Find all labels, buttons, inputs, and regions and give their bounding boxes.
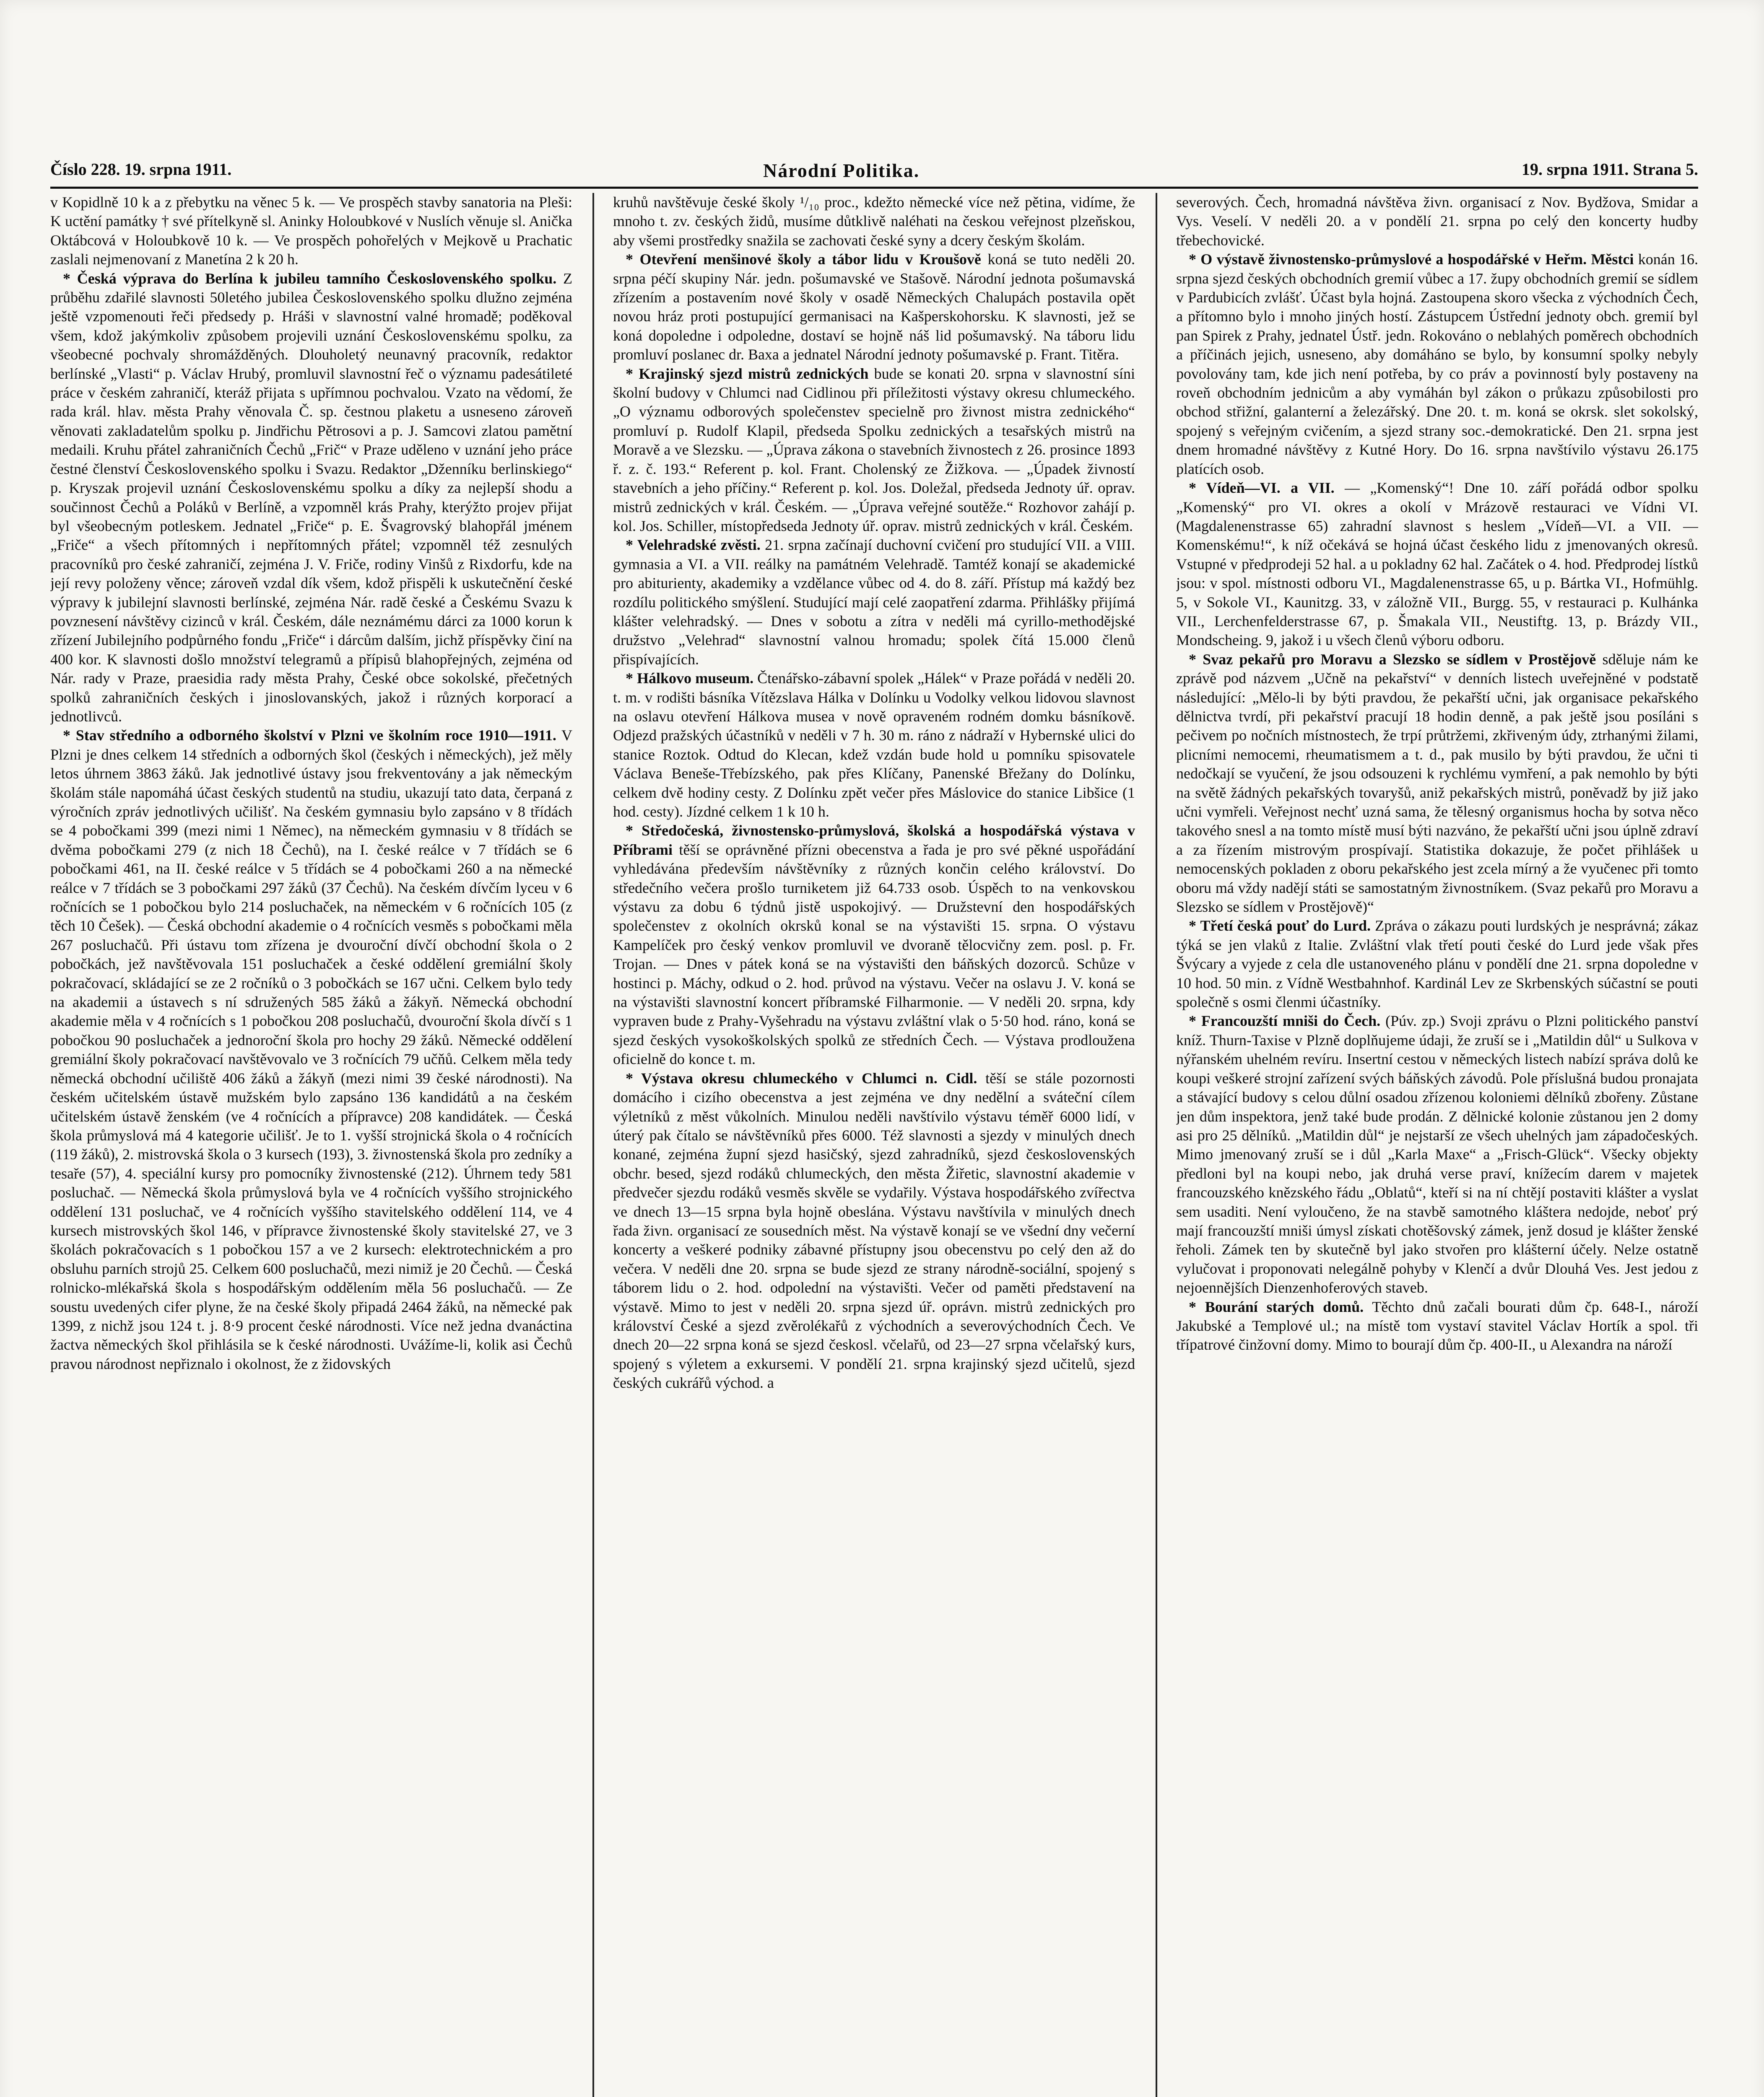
article-paragraph (1176, 250, 1698, 479)
article-text: Z průběhu zdařilé slavnosti 50letého jubilea Československého spolku dlužno zejména ještě vzpomenouti řeči předsedy p. Hráši v slavnostní valné hromadě; poděkoval všem, kdož jakýmkoliv způsobem projevili uznání Československému spolku, za všeobecné pochvaly shromážděných. Dlouholetý neunavný pracovník, redaktor berlínské „Vlasti“ p. Václav Hrubý, promluvil slavnostní řeč o významu padesátileté práce v českém zahraničí, kteráž přijata s upřímnou pochvalou. Vzato na vědomí, že rada král. hlav. města Prahy věnovala Č. sp. čestnou plaketu a usneseno zároveň věnovati zakladatelům spolku p. Jindřichu Pětrosovi a p. J. Samcovi zlatou pamětní medaili. Kruhu přátel zahraničních Čechů „Frič“ v Praze uděleno v uznání jeho práce čestné členství Československého spolku i Svazu. Redaktor „Dženníku berlinskiego“ p. Kryszak projevil uznání Československému spolku a díky za nejlepší shodu a součinnost Čechů a Poláků v Berlíně, a vzpomněl krás Prahy, kterýžto projev přijat byl všeobecným potleskem. Jednatel „Friče“ p. E. Švagrovský blahopřál jménem „Friče“ a všech přítomných i nepřítomných přátel; vzpomněl též zesnulých pracovníků pro české zahraničí, zejména J. V. Friče, rodiny Vinšů z Rixdorfu, kde na její revy položeny věnce; zároveň vzdal dík všem, kdož přispěli k uskutečnění české výpravy k jubilejní slavnosti berlínské, zejména Nár. radě české a Českému Svazu k povznesení návštěvy cizinců v král. Českém, dále neznámému dárci za 1000 korun k zřízení Jubilejního podpůrného fondu „Friče“ i dárcům dalším, jichž příspěvky činí na 400 kor. K slavnosti došlo množství telegramů a přípisů blahopřejných, zejména od Nár. rady v Praze, praesidia rady města Prahy, České obce sokolské, přečetných spolků zahraničních českých i jinoslovanských, jakož i různých korporací a jednotlivců. (50, 270, 572, 725)
article-text: 21. srpna začínají duchovní cvičení pro studující VII. a VIII. gymnasia a VI. a VII. reálky na památném Velehradě. Tamtéž konají se akademické pro abiturienty, akademiky a vzdělance vůbec od 4. do 8. září. Přístup má každý bez rozdílu politického smýšlení. Studující mají celé zaopatření zdarma. Přihlášky přijímá klášter velehradský. — Dnes v sobotu a zítra v neděli má cyrillo-methodějské družstvo „Velehrad“ slavnostní valnou hromadu; spolek čítá 15.000 členů přispívajících. (613, 536, 1135, 668)
article-paragraph (1176, 1298, 1698, 1355)
article-paragraph (613, 364, 1135, 536)
issue-number-date: Číslo 228. 19. srpna 1911. (50, 160, 232, 179)
article-text: (Púv. zp.) Svoji zprávu o Plzni politického panství kníž. Thurn-Taxise v Plzně doplňujeme údaji, že zruší se i „Matildin důl“ u Sulkova v nýřanském uhelném revíru. Insertní cestou v německých listech nabízí správa dolů ke koupi veškeré strojní zařízení svých báňských závodů. Pole příslušná budou pronajata a stávající budovy s celou důlní osadou zřízenou koloniemi dělníků zbořeny. Zůstane jen dům inspektora, jenž také bude prodán. Z dělnické kolonie zůstanou jen 2 domy asi pro 25 dělníků. „Matildin důl“ je nejstarší ze všech uhelných jam západočeských. Mimo jmenovaný zruší se i důl „Karla Maxe“ a „Frisch-Glück“. Všecky objekty předloni byl na koupi nebo, jak druhá verse praví, knížecím darem v majetek francouzského knězského řádu „Oblatů“, kteří si na ní chtějí postaviti klášter a vyslat sem usaditi. Není vyloučeno, že na stavbě samotného kláštera nedojde, neboť prý mají francouzští mniši úmysl získati chotěšovský zámek, jenž dosud je klášter ženské řeholi. Zámek ten by skutečně byl jako stvořen pro klášterní účely. Nelze ostatně vylučovat i proponovati nelegálně pohyby v Klenčí a dvůr Dlouhá Ves. Jest jedou z nejoennějších Dienzenhoferových staveb. (1176, 1012, 1698, 1296)
article-text: v Kopidlně 10 k a z přebytku na věnec 5 k. — Ve prospěch stavby sanatoria na Pleši: K uctění památky † své přítelkyně sl. Aninky Holoubkové v Nuslích věnuje sl. Anička Oktábcová v Holoubkově 10 k. — Ve prospěch pohořelých v Mejkově u Prachatic zaslali nejmenovaní z Manetína 2 k 20 h. (50, 194, 572, 268)
article-text: Čtenářsko-zábavní spolek „Hálek“ v Praze pořádá v neděli 20. t. m. v rodišti básníka Vítězslava Hálka v Dolínku u Vodolky velkou lidovou slavnost na oslavu otevření Hálkova musea v nově opraveném rodném domku básníkově. Odjezd pražských účastníků v neděli v 7 h. 30 m. ráno z nádraží v Hybernské ulici do stanice Roztok. Odtud do Klecan, kdež vzdán bude hold u pomníku spisovatele Václava Beneše-Třebízského, pak přes Klíčany, Panenské Břežany do Dolínku, celkem dvě hodiny cesty. Z Dolínku zpět večer přes Máslovice do stanice Libšice (1 hod. cesty). Jízdné celkem 1 k 10 h. (613, 670, 1135, 820)
article-paragraph (50, 726, 572, 1374)
article-text: Zpráva o zákazu pouti lurdských je nesprávná; zákaz týká se jen vlaků z Italie. Zvláštní vlak třetí pouti české do Lurd jede však přes Švýcary a vyjede z cela dle ustanoveného plánu v pondělí dne 21. srpna dopoledne v 10 hod. 50 min. z Vídně Westbahnhof. Kardinál Lev ze Skrbenských súčastní se pouti společně s osmi členmi účastníky. (1176, 917, 1698, 1011)
column-3 (1176, 193, 1698, 2097)
article-text: Těchto dnů začali bourati dům čp. 648-I., nároží Jakubské a Templové ul.; na místě tom vystaví stavitel Václav Hortík a spol. tři třípatrové činžovní domy. Mimo to bourají dům čp. 400-II., u Alexandra na nároží (1176, 1298, 1698, 1353)
article-heading: * Svaz pekařů pro Moravu a Slezsko se sídlem v Prostějově (1189, 650, 1596, 668)
article-heading: * Bourání starých domů. (1189, 1298, 1364, 1315)
article-paragraph (50, 269, 572, 726)
column-2 (613, 193, 1135, 2097)
article-heading: * Výstava okresu chlumeckého v Chlumci n. Cidl. (626, 1069, 977, 1087)
article-text: těší se stále pozornosti domácího i cizího obecenstva a jest zejména ve dny nedělní a sváteční cílem výletníků z měst vůkolních. Minulou neděli navštívilo výstavu téměř 6000 lidí, v úterý pak čítalo se návštěvníků přes 6000. Též slavnosti a sjezdy v minulých dnech konané, zejména župní sjezd hasičský, sjezd zahradníků, sjezd československých obchr. besed, sjezd rodáků chlumeckých, den města Žiřetic, slavnostní akademie v předvečer sjezdu rodáků vesměs skvěle se vydařily. Výstava hospodářského zvířectva ve dnech 13—15 srpna byla hojně obeslána. Výstavu navštívila v minulých dnech řada živn. organisací ze sousedních měst. Na výstavě konají se ve všední dny večerní koncerty a veškeré podniky zábavné přístupny jsou obecenstvu po celý den až do večera. V neděli dne 20. srpna se bude sjezd ze strany národně-sociální, spojený s táborem lidu o 2. hod. odpolední na výstavišti. Večer od paměti představení na výstavě. Mimo to jest v neděli 20. srpna sjezd úř. oprávn. mistrů zednických pro království České a sjezd zvěrolékařů z východních a severovýchodních Čech. Ve dnech 20—22 srpna koná se sjezd českosl. včelařů, od 23—27 srpna včelařský kurs, spojený s výletem a exkursemi. V pondělí 21. srpna krajinský sjezd učitelů, sjezd českých cukrářů východ. a (613, 1069, 1135, 1392)
article-heading: * Hálkovo museum. (626, 670, 754, 687)
article-heading: * Česká výprava do Berlína k jubileu tamního Československého spolku. (63, 270, 557, 287)
article-paragraph (613, 821, 1135, 1069)
article-text: sděluje nám ke zprávě pod názvem „Učně na pekařství“ v denních listech uveřejněné v podstatě následující: „Mělo-li by býti pravdou, že pekařští učni, jak organisace pekařského dělnictva tvrdí, při pekařství pracují 18 hodin denně, a pak ještě jsou posíláni s pečivem po nočních místnostech, že trpí průtržemi, zkřiveným údy, ztrhanými žilami, plicními nemocemi, rheumatismem a t. d., pak musilo by býti pravdou, že učni ti nedočkají se vyučení, že jsou odsouzeni k rychlému vymření, a pak nemohlo by býti na světě žádných pekařských tovaryšů, aniž pekařských mistrů, poněvadž by již jako učni vymřeli. Veřejnost nechť uzná sama, že tělesný organismus hocha by sotva něco takového snesl a na tomto místě musí býti nazváno, že pekařští učni jsou úplně zdraví a za řízením mistrovým prospívají. Statistika dokazuje, že počet přihlášek u nemocenských pokladen z oboru pekařského jest zcela mírný a že vyučenec při tomto oboru má vždy nadějí státi se samostatným živnostníkem. (Svaz pekařů pro Moravu a Slezsko se sídlem v Prostějově)“ (1176, 650, 1698, 916)
article-heading: * Třetí česká pouť do Lurd. (1189, 917, 1371, 934)
masthead-title: Národní Politika. (763, 160, 920, 181)
article-paragraph (1176, 193, 1698, 250)
article-heading: * O výstavě živnostensko-průmyslové a hospodářské v Heřm. Městci (1189, 251, 1634, 268)
article-heading: * Stav středního a odborného školství v Plzni ve školním roce 1910—1911. (63, 727, 556, 744)
article-paragraph (613, 1069, 1135, 1393)
column-divider (1156, 193, 1157, 2097)
page-header (50, 159, 1698, 185)
header-rule (50, 187, 1698, 189)
article-heading: * Vídeň—VI. a VII. (1189, 479, 1335, 497)
column-1 (50, 193, 572, 2097)
column-divider (592, 193, 594, 2097)
text-columns (50, 193, 1698, 2097)
article-paragraph (613, 250, 1135, 364)
article-paragraph (1176, 1012, 1698, 1297)
article-heading: * Středočeská, živnostensko-průmyslová, školská a hospodářská výstava v Příbrami (613, 822, 1135, 858)
article-text: — „Komenský“! Dne 10. září pořádá odbor spolku „Komenský“ pro VI. okres a okolí v Mrázově restauraci ve Vídni VI. (Magdalenenstrasse 65) zahradní slavnost s heslem „Vídeň—VI. a VII. — Komenskému!“, k níž očekává se hojná účast českého lidu z jmenovaných okresů. Vstupné v předprodeji 52 hal. a u pokladny 62 hal. Začátek o 4. hod. Předprodej lístků jsou: v spol. místnosti odboru VI., Magdalenenstrasse 65, u p. Bártka VI., Hofmühlg. 5, v Sokole VI., Kaunitzg. 33, v záložně VII., Burgg. 55, v restauraci p. Kulhánka VII., Lerchenfelderstrasse 67, p. Šmakala VII., Neustiftg. 13, p. Brázdy VII., Mondscheing. 9, jakož i u všech členů výboru odboru. (1176, 479, 1698, 649)
article-text: kruhů navštěvuje české školy ¹/₁₀ proc., kdežto německé více než pětina, vidíme, že mnoho t. zv. českých židů, musíme důtklivě naléhati na českou veřejnost plzeňskou, aby všemi prostředky snažila se zachovati české syny a dcery českým školám. (613, 194, 1135, 249)
article-paragraph (613, 669, 1135, 821)
article-heading: * Otevření menšinové školy a tábor lidu v Kroušově (626, 251, 981, 268)
article-heading: * Krajinský sjezd mistrů zednických (626, 365, 869, 382)
article-text: bude se konati 20. srpna v slavnostní síni školní budovy v Chlumci nad Cidlinou při příležitosti výstavy okresu chlumeckého. „O významu odborových společenstev specielně pro živnost mistra zednického“ promluví p. Rudolf Klapil, předseda Spolku zednických a tesařských mistrů na Moravě a ve Slezsku. — „Úprava zákona o stavebních živnostech z 26. prosince 1893 ř. z. č. 193.“ Referent p. kol. Frant. Cholenský ze Žižkova. — „Úpadek živností stavebních a jeho příčiny.“ Referent p. kol. Jos. Doležal, předseda Jednoty úř. oprav. mistrů zednických v král. Českém. — „Úprava veřejné soutěže.“ Rozhovor zahájí p. kol. Jos. Schiller, místopředseda Jednoty úř. oprav. mistrů zednických v král. Českém. (613, 365, 1135, 534)
article-paragraph (1176, 916, 1698, 1012)
article-text: koná se tuto neděli 20. srpna péčí skupiny Nár. jedn. pošumavské ve Stašově. Národní jednota pošumavská zřízením a postavením nové školy v osadě Německých Chalupách postavila opět novou hráz proti postupující germanisaci na Kašperskohorsku. K slavnosti, jež se koná dopoledne i odpoledne, dostaví se hojně náš lid pošumavský. Na táboru lidu promluví poslanec dr. Baxa a jednatel Národní jednoty pošumavské p. Frant. Titěra. (613, 251, 1135, 363)
article-paragraph (50, 193, 572, 269)
article-text: V Plzni je dnes celkem 14 středních a odborných škol (českých i německých), jež měly letos úhrnem 3863 žáků. Jak jednotlivé ústavy jsou frekventovány a jak německým školám stále napomáhá účast českých studentů na studiu, ukazují tato data, čerpaná z výročních zpráv jednotlivých učilišť. Na českém gymnasiu bylo zapsáno v 8 třídách se 4 pobočkami 399 (mezi nimi 1 Němec), na německém gymnasiu v 8 třídách se dvěma pobočkami 279 (z nich 18 Čechů), na I. české reálce v 7 třídách se 6 pobočkami 461, na II. české reálce v 5 třídách se 4 pobočkami 260 a na německé reálce v 7 třídách se 3 pobočkami 297 žáků (37 Čechů). Na českém dívčím lyceu v 6 ročnících se 1 pobočkou bylo 214 posluchaček, na německém v 6 ročnících 105 (z těch 10 Češek). — Česká obchodní akademie o 4 ročnících vesměs s pobočkami měla 267 posluchačů. Při ústavu tom zřízena je dvouroční dívčí obchodní škola o 2 pobočkách, jež navštěvovala 151 posluchaček a české oddělení gremiální školy pokračovací, skládající se ze 2 ročníků o 3 pobočkách se 167 učni. Celkem bylo tedy na akademii a ústavech s ní sdružených 585 žáků a žákyň. Německá obchodní akademie měla v 4 ročnících s 1 pobočkou 208 posluchačů, dvouroční škola dívčí s 1 pobočkou 90 posluchaček a jednoroční škola pro hochy 29 žáků. Německé oddělení gremiální školy pokračovací navštěvovalo ve 3 ročnících 79 učňů. Celkem měla tedy německá obchodní učiliště 406 žáků a žákyň (mezi nimi 39 české národnosti). Na českém učitelském ústavě mužském bylo zapsáno 136 kandidátů a na českém učitelském ústavě ženském (ve 4 ročnících a přípravce) 208 kandidátek. — Česká škola průmyslová má 4 kategorie učilišť. Je to 1. vyšší strojnická škola o 4 ročnících (119 žáků), 2. mistrovská škola o 3 kursech (193), 3. živnostenská škola pro zedníky a tesaře (57), 4. speciální kursy pro pomocníky živnostenské (212). Úhrnem tedy 581 posluchač. — Německá škola průmyslová byla ve 4 ročnících vyššího strojnického oddělení 131 posluchač, ve 4 ročnících vyššího stavitelského oddělení 114, ve 4 kursech mistrovských škol 146, v přípravce živnostenské školy stavitelské 27, ve 3 školách pokračovacích s 1 pobočkou 157 a ve 2 kursech: elektrotechnickém a pro obsluhu parních strojů 25. Celkem 600 posluchačů, mezi nimiž je 20 Čechů. — Česká rolnicko-mlékařská škola s hospodářským oddělením měla 56 posluchačů. — Ze soustu uvedených cifer plyne, že na české školy připadá 2464 žáků, na německé pak 1399, z nichž jsou 124 t. j. 8·9 procent české národnosti. Více než jedna dvanáctina žactva německých škol přihlásila se k české národnosti. Uvážíme-li, kolik asi Čechů pravou národnost nepřiznalo i okolnost, že z židovských (50, 727, 572, 1372)
article-heading: * Velehradské zvěsti. (626, 536, 761, 554)
article-paragraph (1176, 650, 1698, 917)
article-text: konán 16. srpna sjezd českých obchodních gremií vůbec a 17. župy obchodních gremií se sídlem v Pardubicích zvlášť. Účast byla hojná. Zastoupena skoro všecka z východních Čech, a přítomno bylo i mnoho jiných hostí. Zástupcem Ústřední jednoty obch. gremií byl pan Spirek z Prahy, jednatel Ústř. jedn. Rokováno o neblahých poměrech obchodních a příčinách jejich, usneseno, aby domáháno se bylo, by konsumní spolky nebyly povolovány tam, kde jich není potřeba, by co práv a povinností byly postaveny na roveň obchodním jednicům a aby vymáhán byl zákon o průkazu způsobilosti pro obchod střižní, galanterní a železářský. Dne 20. t. m. koná se okrsk. slet sokolský, spojený s veřejným cvičením, a sjezd strany soc.-demokratické. Den 21. srpna jest dnem hromadné návštěvy z Kutné Hory. Do 16. srpna navštívilo výstavu 26.175 platících osob. (1176, 251, 1698, 477)
article-text: těší se oprávněné přízni obecenstva a řada je pro své pěkné uspořádání vyhledávána především návštěvníky z různých končin celého království. Do středečního večera prošlo turniketem již 64.733 osob. Úspěch to na venkovskou výstavu za dobu 6 týdnů jistě uspokojivý. — Družstevní den hospodářských společenstev z okolních okrsků konal se na výstavišti 15. srpna. O výstavu Kampelíček pro český venkov promluvil ve dvoraně tělocvičny zem. posl. p. Fr. Trojan. — Dnes v pátek koná se na výstavišti den báňských dozorců. Schůze v hostinci p. Máchy, odkud o 2. hod. průvod na výstavu. Večer na oslavu J. V. koná se na výstavišti slavnostní koncert příbramské Filharmonie. — V neděli 20. srpna, kdy vypraven bude z Prahy-Vyšehradu na výstavu zvláštní vlak o 5·50 hod. ráno, koná se sjezd českých vysokoškolských spolků ze středních Čech. — Výstava prodloužena oficielně do konce t. m. (613, 841, 1135, 1068)
article-paragraph (613, 193, 1135, 250)
article-paragraph (613, 536, 1135, 669)
article-text: severových. Čech, hromadná návštěva živn. organisací z Nov. Bydžova, Smidar a Vys. Veselí. V neděli 20. a v pondělí 21. srpna po celý den koncerty hudby třebechovické. (1176, 194, 1698, 249)
article-heading: * Francouzští mniši do Čech. (1189, 1012, 1381, 1030)
page-date-number: 19. srpna 1911. Strana 5. (1521, 160, 1698, 179)
article-paragraph (1176, 479, 1698, 650)
